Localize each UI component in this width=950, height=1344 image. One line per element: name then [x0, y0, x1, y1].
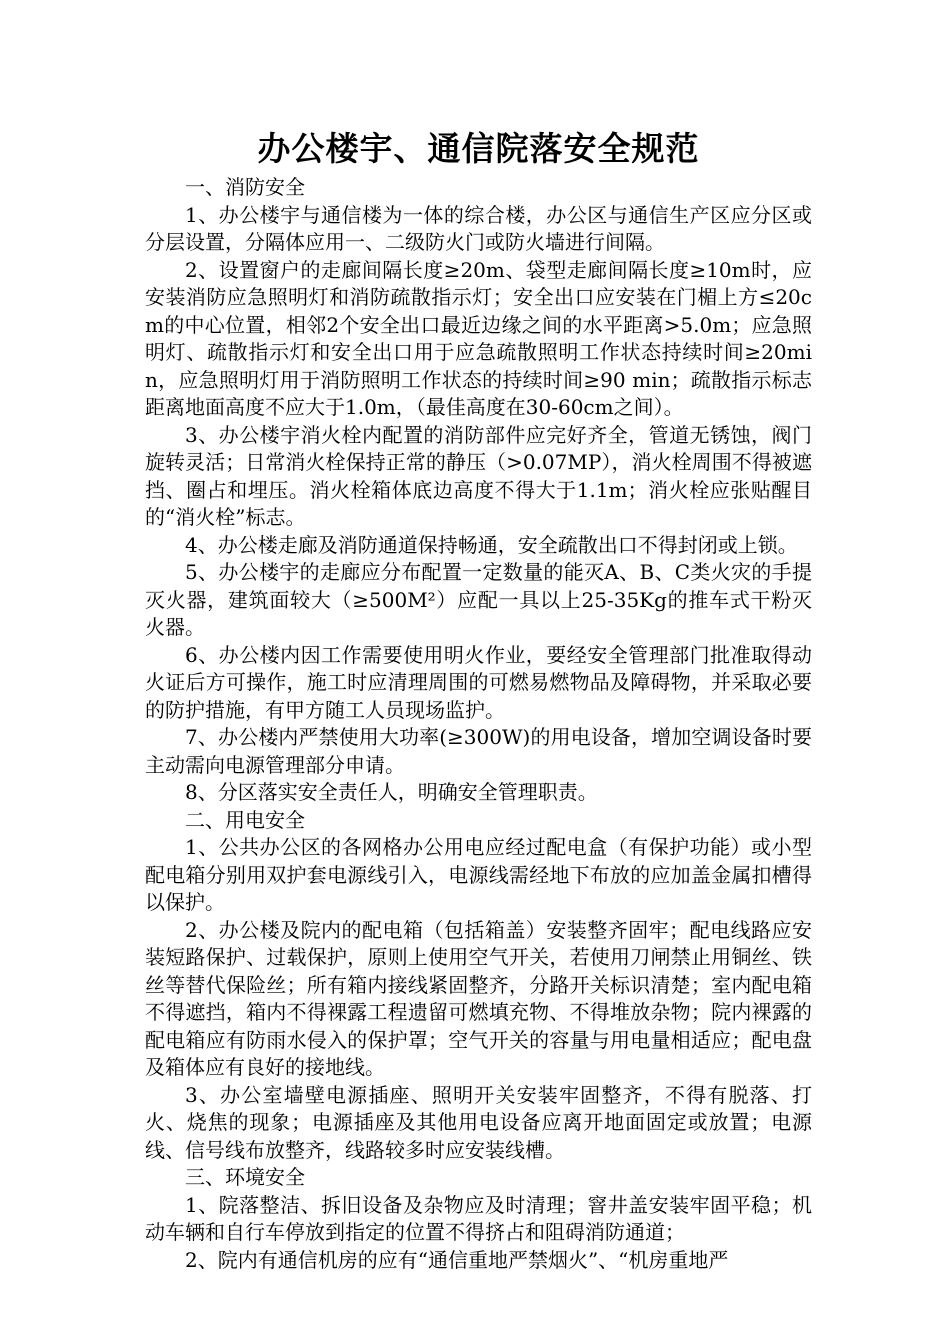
paragraph: 1、公共办公区的各网格办公用电应经过配电盒（有保护功能）或小型配电箱分别用双护套电源线引入，电源线需经地下布放的应加盖金属扣槽得以保护。: [145, 835, 812, 914]
section-heading-environment: 三、环境安全: [185, 1165, 305, 1189]
paragraph: 4、办公楼走廊及消防通道保持畅通，安全疏散出口不得封闭或上锁。: [185, 532, 798, 557]
paragraph: 2、设置窗户的走廊间隔长度≥20m、袋型走廊间隔长度≥10m时，应安装消防应急照明灯和消防疏散指示灯；安全出口应安装在门楣上方≤20cm的中心位置，相邻2个安全出口最近边缘之间的水平距离>5.0m；应急照明灯、疏散指示灯和安全出口用于应急疏散照明工作状态持续时间≥20min，应急照明灯用于消防照明工作状态的持续时间≥90 min；疏散指示标志距离地面高度不应大于1.0m，（最佳高度在30-60cm之间）。: [145, 257, 812, 419]
section-heading-electric: 二、用电安全: [185, 807, 305, 832]
page-title: 办公楼宇、通信院落安全规范: [257, 129, 700, 168]
paragraph: 6、办公楼内因工作需要使用明火作业，要经安全管理部门批准取得动火证后方可操作，施工时应清理周围的可燃易燃物品及障碍物，并采取必要的防护措施，有甲方随工人员现场监护。: [145, 642, 812, 722]
paragraph: 3、办公室墙壁电源插座、照明开关安装牢固整齐，不得有脱落、打火、烧焦的现象；电源插座及其他用电设备应离开地面固定或放置；电源线、信号线布放整齐，线路较多时应安装线槽。: [145, 1082, 812, 1162]
paragraph: 2、院内有通信机房的应有“通信重地严禁烟火”、“机房重地严: [185, 1247, 729, 1272]
paragraph: 7、办公楼内严禁使用大功率(≥300W)的用电设备，增加空调设备时要主动需向电源管理部分申请。: [145, 725, 812, 777]
paragraph: 1、办公楼宇与通信楼为一体的综合楼，办公区与通信生产区应分区或分层设置，分隔体应用一、二级防火门或防火墙进行间隔。: [145, 202, 812, 254]
section-heading-fire: 一、消防安全: [185, 175, 305, 199]
paragraph: 1、院落整洁、拆旧设备及杂物应及时清理；窨井盖安装牢固平稳；机动车辆和自行车停放到指定的位置不得挤占和阻碍消防通道；: [145, 1192, 812, 1244]
paragraph: 5、办公楼宇的走廊应分布配置一定数量的能灭A、B、C类火灾的手提灭火器，建筑面较大（≥500M²）应配一具以上25-35Kg的推车式干粉灭火器。: [145, 560, 812, 639]
paragraph: 3、办公楼宇消火栓内配置的消防部件应完好齐全，管道无锈蚀，阀门旋转灵活；日常消火栓保持正常的静压（>0.07MP），消火栓周围不得被遮挡、圈占和埋压。消火栓箱体底边高度不得大于1.1m；消火栓应张贴醒目的“消火栓”标志。: [145, 422, 812, 529]
document-page: [145, 124, 812, 1274]
paragraph: 8、分区落实安全责任人，明确安全管理职责。: [185, 780, 598, 804]
paragraph: 2、办公楼及院内的配电箱（包括箱盖）安装整齐固牢；配电线路应安装短路保护、过载保护，原则上使用空气开关，若使用刀闸禁止用铜丝、铁丝等替代保险丝；所有箱内接线紧固整齐，分路开关标识清楚；室内配电箱不得遮挡，箱内不得裸露工程遗留可燃填充物、不得堆放杂物；院内裸露的配电箱应有防雨水侵入的保护罩；空气开关的容量与用电量相适应；配电盘及箱体应有良好的接地线。: [145, 917, 812, 1079]
